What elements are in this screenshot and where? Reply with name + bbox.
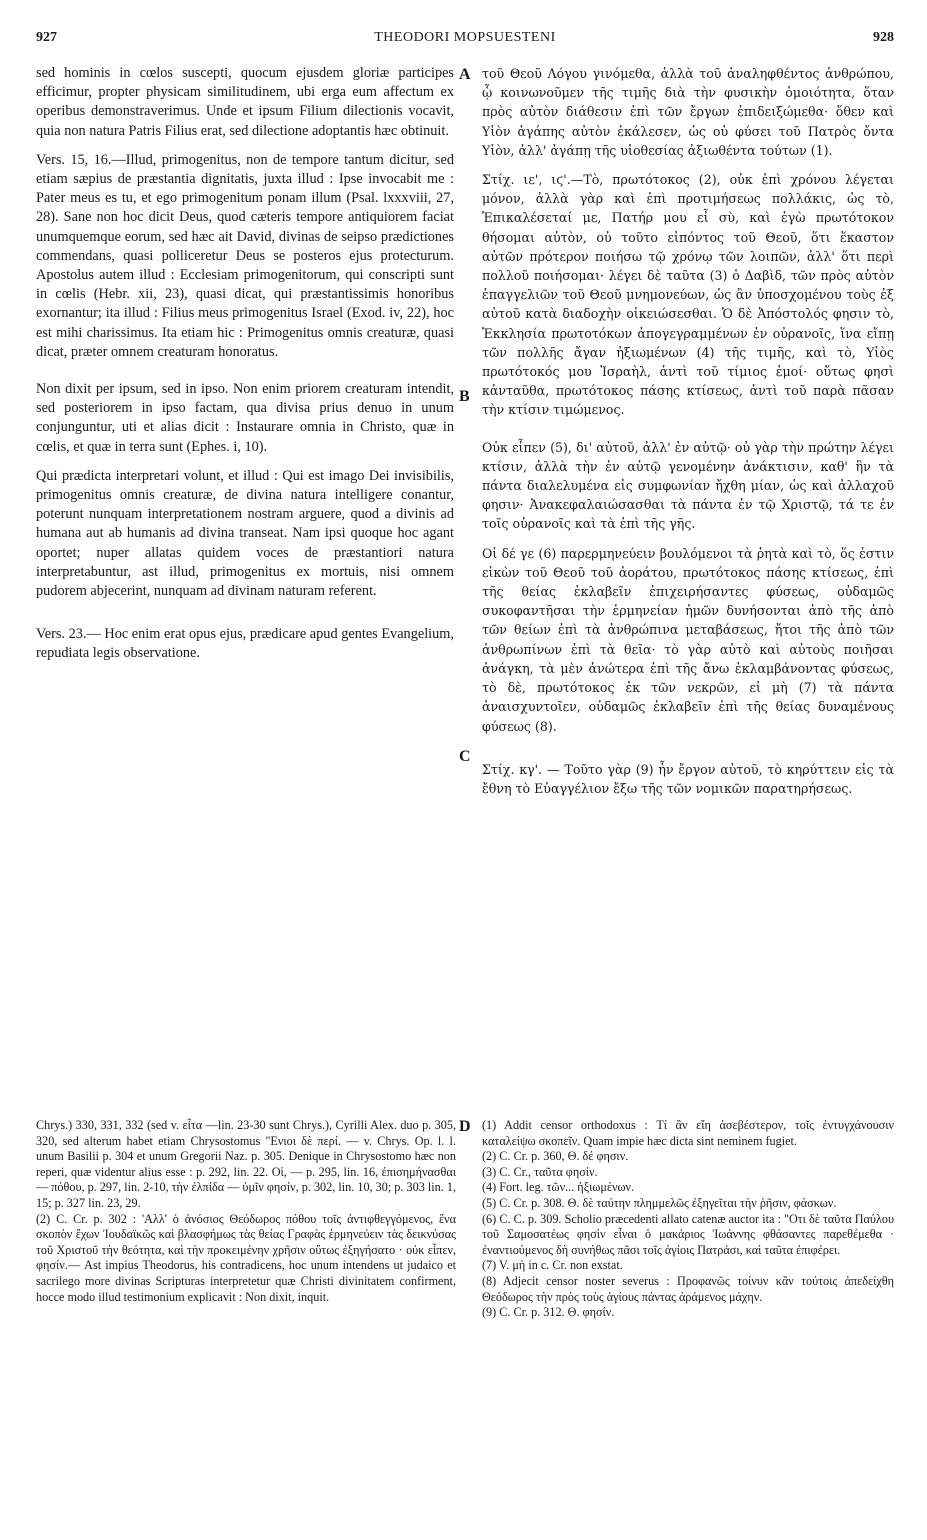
greek-paragraph: Οἱ δέ γε (6) παρερμηνεύειν βουλόμενοι τὰ ῥητὰ καὶ τὸ, ὅς ἐστιν εἰκὼν τοῦ Θεοῦ τοῦ ἀοράτου, πρωτότοκος πάσης κτίσεως, ἐπὶ τῆς θείας ἐκλαβεῖν ἐπιχειρήσαντες φύσεως, οὐδαμῶς συκοφαντῆσαι τὴν ἑρμηνείαν ἡμῶν δυνήσονται ἀπὸ τῆς ἀπὸ τῶν θείων ἐπὶ τὰ ἀνθρώπινα μεταβάσεως, ἤτοι τῆς ἀπὸ τῶν ἀνθρωπίνων ἐπὶ τὰ θεῖα· τὸ γὰρ αὐτὸ καὶ αὐτοὺς ποιῆσαι ἀνάγκη, τὰ μὲν ἀνώτερα ἐπὶ τῆς ἄνω ἐκλαμβάνοντας φύσεως, τὸ δὲ, πρωτότοκος ἐκ τῶν νεκρῶν, εἰ μὴ (7) τὰ πάντα ἀναισχυντοῖεν, οὐδαμῶς ἐκλαβεῖν ἐπὶ τῆς θείας δυναμένους φύσεως (8).: [482, 545, 894, 734]
running-title: THEODORI MOPSUESTENI: [374, 30, 556, 45]
margin-letter-a: A: [459, 66, 471, 83]
margin-letter-b: B: [459, 388, 470, 405]
latin-column: [36, 64, 454, 674]
page-number-left: 927: [36, 30, 57, 45]
margin-letter-d: D: [459, 1118, 471, 1135]
latin-paragraph: sed hominis in cœlos suscepti, quocum ejusdem gloriæ participes efficimur, propter physicam similitudinem, ubi erga eum affectum ex operibus demonstraverimus. Unde et ipsum Filium dilectionis vocavit, quia non natura Patris Filius erat, sed dilectione adoptantis hæc obtinuit.: [36, 65, 454, 139]
greek-paragraph: Στίχ. κγ'. — Τοῦτο γὰρ (9) ἦν ἔργον αὐτοῦ, τὸ κηρύττειν εἰς τὰ ἔθνη τὸ Εὐαγγέλιον ἔξω τῆς τῶν νομικῶν παρατηρήσεως.: [482, 761, 894, 796]
latin-paragraph: Qui prædicta interpretari volunt, et illud : Qui est imago Dei invisibilis, primogenitus omnis creaturæ, de divina natura intelligere conantur, poterunt nunquam interpretationem nostram arguere, quod a divinis ad humana aut ab humanis ad divina transeat. Nam ipsi quoque hoc agant oportet; nuper allatas quidem voces de præstantiori natura interpretabuntur, ast illud, primogenitus ex mortuis, nisi omnem pudorem abjecerint, nunquam ad divinam naturam referent.: [36, 467, 454, 600]
footnote: (6) C. C. p. 309. Scholio præcedenti allato catenæ auctor ita : "Οτι δὲ ταῦτα Παύλου τοῦ Σαμοσατέως φησὶν εἶναι ὁ μακάριος Ἰωάννης φθάσαντες παρεθέμεθα · ἐναντιούμενος δὴ συνήθως πᾶσι τοῖς ἁγίοις Πατράσι, καὶ ταῦτα ἐπιφέρει.: [482, 1211, 894, 1257]
greek-paragraph: τοῦ Θεοῦ Λόγου γινόμεθα, ἀλλὰ τοῦ ἀναληφθέντος ἀνθρώπου, ᾧ κοινωνοῦμεν τῆς τιμῆς διὰ τὴν φυσικὴν ὁμοιότητα, ὅταν πρὸς αὐτὸν διάθεσιν ἐπὶ τῶν ἔργων ἐπιδειξώμεθα· ὅθεν καὶ Υἱὸν ἀγάπης αὐτὸν ἐκάλεσεν, ὡς οὐ φύσει τοῦ Πατρὸς ὄντα Υἱὸν, ἀλλ' ἀγάπῃ τῆς υἱοθεσίας ἀξιωθέντα τούτων (1).: [482, 66, 894, 158]
greek-column: [482, 64, 894, 808]
footnote: (2) C. Cr. p. 360, Θ. δέ φησιν.: [482, 1149, 629, 1164]
footnotes-right: [482, 1118, 894, 1321]
latin-paragraph: Vers. 23.— Hoc enim erat opus ejus, prædicare apud gentes Evangelium, repudiata legis observatione.: [36, 626, 454, 662]
footnotes-left: [36, 1118, 456, 1305]
footnote: (8) Adjecit censor noster severus : Προφανῶς τοίνυν κἂν τούτοις ἀπεδείχθη Θεόδωρος τὴν πρὸς τοὺς ἁγίους πάντας ἀράμενος μάχην.: [482, 1273, 894, 1304]
footnote: Chrys.) 330, 331, 332 (sed v. εἶτα —lin. 23-30 sunt Chrys.), Cyrilli Alex. duo p. 305, 320, sed alterum habet etiam Chrysostomus "Ενιοι δὲ περί. — v. Chrys. Op. l. l. unum Basilii p. 304 et unum Gregorii Naz. p. 305. Denique in Chrysostomo hæc non reperi, quæ videntur alius esse : p. 292, lin. 22. Οἱ, — p. 295, lin. 16, ἐπισημήνασθαι — πόθου, p. 297, lin. 2-10, τὴν ἐλπίδα — ὑμῖν φησίν, p. 302, lin. 10, 30; p. 303 lin. 1, 15; p. 327 lin. 23, 29.: [36, 1118, 456, 1210]
latin-paragraph: Vers. 15, 16.—Illud, primogenitus, non de tempore tantum dicitur, sed etiam sæpius de præstantia dignitatis, juxta illud : Ipse invocabit me : Pater meus es tu, et ego primogenitum ponam illum (Psal. lxxxviii, 27, 28). Sane non hoc dicit Deus, quod cæteris tempore antiquiorem faciat unumquemque eorum, sed hæc ait David, divinas de seipso prædictiones commendans, quasi polliceretur Deus se posteros ejus protecturum. Apostolus autem illud : Ecclesiam primogenitorum, qui conscripti sunt in cœlis (Hebr. xii, 23), quasi dicat, qui præstantissimis honoribus exornantur; ita illud : Filius meus primogenitus Israel (Exod. iv, 22), hoc est mihi charissimus. Ita etiam hic : Primogenitus omnis creaturæ, quasi dicat, præter omnem creaturam honoratus.: [36, 151, 454, 360]
page-number-right: 928: [873, 30, 894, 45]
footnote: (3) C. Cr., ταῦτα φησίν.: [482, 1164, 598, 1179]
footnote: (9) C. Cr. p. 312. Θ. φησίν.: [482, 1305, 615, 1320]
latin-paragraph: Non dixit per ipsum, sed in ipso. Non enim priorem creaturam intendit, sed posteriorem in ipso factam, qua divisa prius denuo in unum conjunguntur, uti et alias dicit : Instaurare omnia in Christo, quæ in cœlis, et quæ in terra sunt (Ephes. i, 10).: [36, 381, 454, 455]
footnote: (4) Fort. leg. τῶν... ἠξιωμένων.: [482, 1180, 635, 1195]
footnote: (2) C. Cr. p. 302 : 'Αλλ' ὁ ἀνόσιος Θεόδωρος πόθου τοῖς ἀντιφθεγγόμενος, ἕνα σκοπὸν ἔχων Ἰουδαϊκῶς καὶ βλασφήμως τὰς θείας Γραφὰς ἑρμηνεύειν τὰς δεικνύσας τοῦ Χριστοῦ τὴν θεότητα, καὶ τὴν προκειμένην χρῆσιν οὕτως ἐξηγήσατο · οὐκ εἶπεν, φησίν.— Ast impius Theodorus, his contradicens, hoc unum intendens ut judaico et sacrilego more divinas Scripturas interpretetur quæ Christi divinitatem confirment, hocce modo illud testimonium explicavit : Non dixit, inquit.: [36, 1211, 456, 1304]
footnote: (1) Addit censor orthodoxus : Τί ἂν εἴη ἀσεβέστερον, τοῖς ἐντυγχάνουσιν καταλείψω σκοπεῖν. Quam impie hæc dicta sint neminem fugiet.: [482, 1118, 894, 1148]
greek-paragraph: Οὐκ εἶπεν (5), δι' αὐτοῦ, ἀλλ' ἐν αὐτῷ· οὐ γὰρ τὴν πρώτην λέγει κτίσιν, ἀλλὰ τὴν ἐν αὐτῷ γενομένην ἀνάκτισιν, καθ' ἣν τὰ πάντα διαλελυμένα εἰς συμφωνίαν ἤχθη μίαν, ὡς καὶ ἀλλαχοῦ φησιν· Ἀνακεφαλαιώσασθαι τὰ πάντα ἐν τῷ Χριστῷ, τά τε ἐν τοῖς οὐρανοῖς καὶ τὰ ἐπὶ τῆς γῆς.: [482, 439, 894, 532]
footnote: (5) C. Cr. p. 308. Θ. δὲ ταύτην πλημμελῶς ἐξηγεῖται τὴν ῥῆσιν, φάσκων.: [482, 1195, 837, 1210]
margin-letter-c: C: [459, 748, 471, 765]
running-header: [36, 30, 894, 52]
greek-paragraph: Στίχ. ιε', ιϛ'.—Τὸ, πρωτότοκος (2), οὐκ ἐπὶ χρόνου λέγεται μόνον, ἀλλὰ γὰρ καὶ ἐπὶ προτιμήσεως πολλάκις, ὡς τὸ, Ἐπικαλέσεταί με, Πατήρ μου εἶ σὺ, καὶ ἐγὼ πρωτότοκον θήσομαι αὐτὸν, οὐ τοῦτο εἰπόντος τοῦ Θεοῦ, ὅτι ἕκαστον αὐτῶν πρότερον ποιήσω τῷ χρόνῳ τῶν λοιπῶν, ἀλλ' ὅτι περὶ πολλοῦ ποιήσομαι· λέγει δὲ ταῦτα (3) ὁ Δαβὶδ, τῶν πρὸς αὐτὸν ἐπαγγελιῶν τοῦ Θεοῦ μνημονεύων, ὡς ἂν ὑποσχομένου τοὺς ἐξ αὐτοῦ κατὰ διαδοχὴν οἰκειώσεσθαι. Ὁ δὲ Ἀπόστολός φησιν τὸ, Ἐκκλησία πρωτοτόκων ἀπογεγραμμένων ἐν οὐρανοῖς, ἵνα εἴπῃ τῶν πολλῆς ἄγαν ἠξιωμένων (4) τῆς τιμῆς, καὶ τὸ, Υἱὸς πρωτότοκός μου Ἰσραὴλ, ἀντὶ τοῦ τίμιος ἐμοί· οὕτως φησὶ κἀνταῦθα, πρωτότοκος πάσης κτίσεως, ἀντὶ τοῦ παρὰ πᾶσαν τὴν κτίσιν τιμώμενος.: [482, 172, 894, 418]
footnote: (7) V. μὴ in c. Cr. non exstat.: [482, 1258, 623, 1273]
